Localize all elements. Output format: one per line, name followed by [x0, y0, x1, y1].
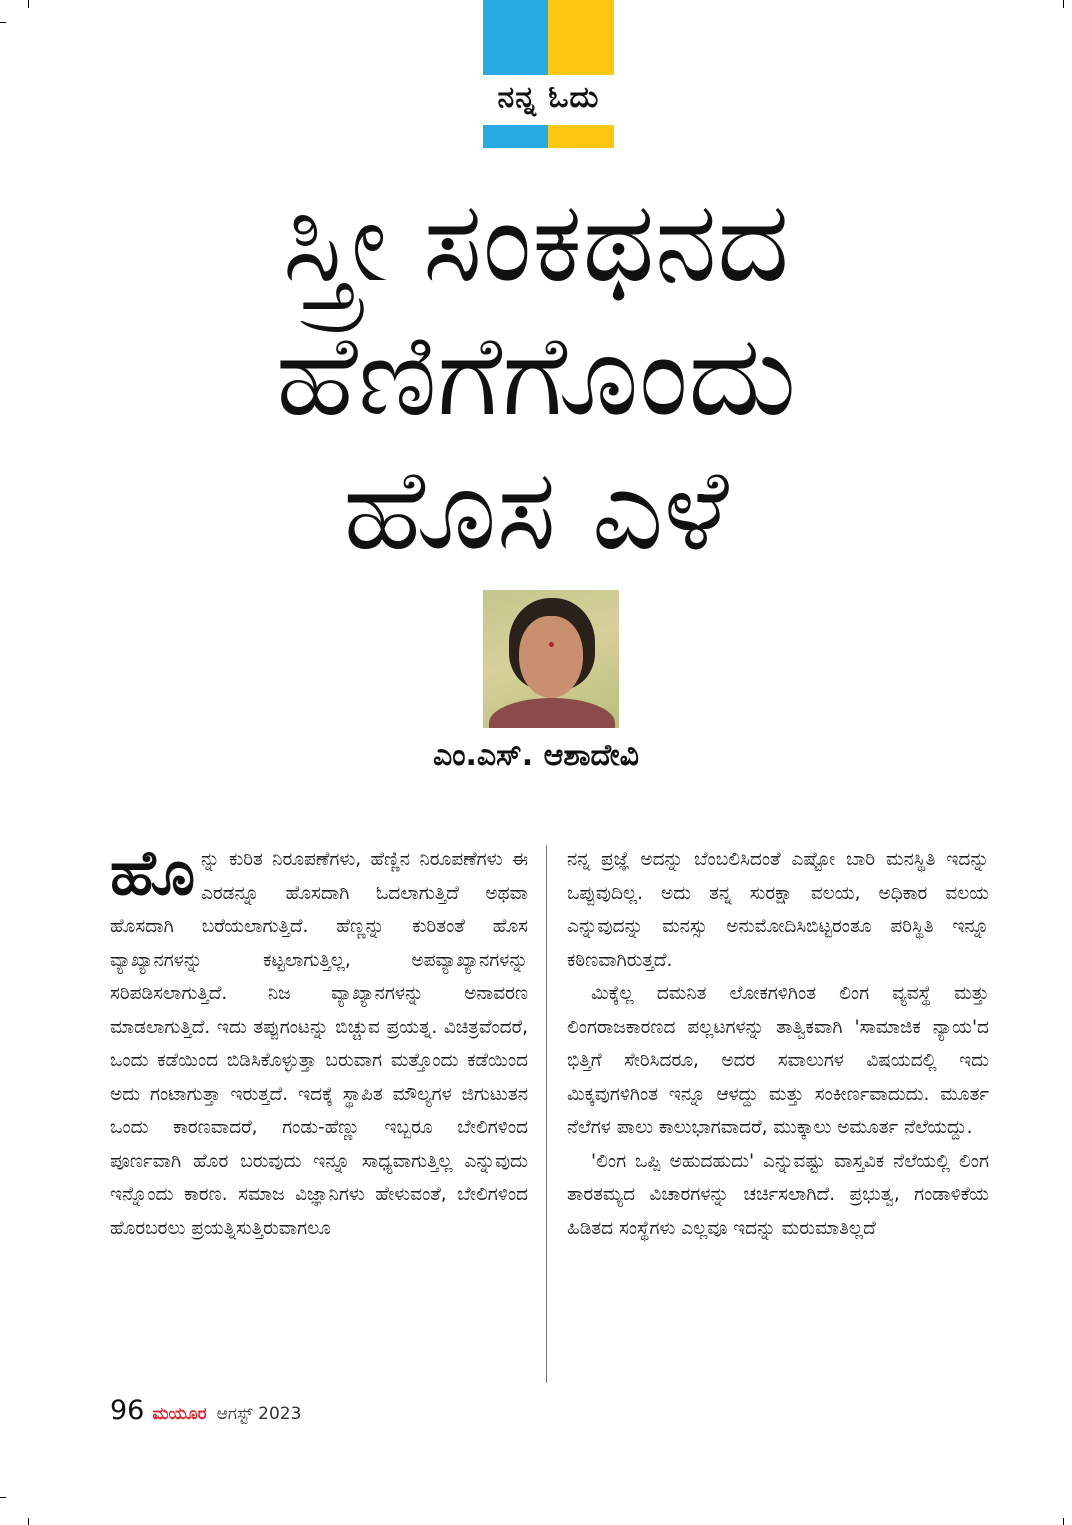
badge-yellow-block	[548, 0, 614, 148]
article-paragraph	[110, 836, 528, 1245]
page-number: 96	[110, 1395, 145, 1426]
article-paragraph: 'ಲಿಂಗ ಒಪ್ಪಿ ಅಹುದಹುದು' ಎನ್ನುವಷ್ಟು ವಾಸ್ತವಿಕ ನೆಲೆಯಲ್ಲಿ ಲಿಂಗ ತಾರತಮ್ಯದ ವಿಚಾರಗಳನ್ನು ಚರ್ಚಿಸಲಾಗಿದೆ. ಪ್ರಭುತ್ವ, ಗಂಡಾಳಿಕೆಯ ಹಿಡಿತದ ಸಂಸ್ಥೆಗಳು ಎಲ್ಲವೂ ಇದನ್ನು ಮರುಮಾತಿಲ್ಲದೆ	[567, 1150, 989, 1239]
headline-line: ಹೆಣಿಗೆಗೊಂದು	[275, 311, 797, 441]
headline-line: ಸ್ತ್ರೀ ಸಂಕಥನದ	[282, 177, 790, 307]
crop-mark	[28, 0, 29, 8]
author-photo	[483, 590, 619, 728]
column-divider	[546, 845, 547, 1383]
article-paragraph: ನನ್ನ ಪ್ರಜ್ಞೆ ಅದನ್ನು ಬೆಂಬಲಿಸಿದಂತೆ ಎಷ್ಟೋ ಬಾರಿ ಮನಸ್ಥಿತಿ ಇದನ್ನು ಒಪ್ಪುವುದಿಲ್ಲ. ಅದು ತನ್ನ ಸುರಕ್ಷಾ ವಲಯ, ಅಧಿಕಾರ ವಲಯ ಎನ್ನುವುದನ್ನು ಮನಸ್ಸು ಅನುಮೋದಿಸಿಬಿಟ್ಟರಂತೂ ಪರಿಸ್ಥಿತಿ ಇನ್ನೂ ಕಠಿಣವಾಗಿರುತ್ತದೆ.	[567, 849, 989, 971]
crop-mark	[1063, 0, 1064, 8]
badge-blue-block	[483, 0, 548, 148]
article-paragraph: ಮಿಕ್ಕೆಲ್ಲ ದಮನಿತ ಲೋಕಗಳಿಗಿಂತ ಲಿಂಗ ವ್ಯವಸ್ಥೆ ಮತ್ತು ಲಿಂಗರಾಜಕಾರಣದ ಪಲ್ಲಟಗಳನ್ನು ತಾತ್ವಿಕವಾಗಿ 'ಸಾಮಾಜಿಕ ನ್ಯಾಯ'ದ ಭಿತ್ತಿಗೆ ಸೇರಿಸಿದರೂ, ಅದರ ಸವಾಲುಗಳ ವಿಷಯದಲ್ಲಿ ಇದು ಮಿಕ್ಕವುಗಳಿಗಿಂತ ಇನ್ನೂ ಆಳದ್ದು ಮತ್ತು ಸಂಕೀರ್ಣವಾದುದು. ಮೂರ್ತ ನೆಲೆಗಳ ಪಾಲು ಕಾಲುಭಾಗವಾದರೆ, ಮುಕ್ಕಾಲು ಅಮೂರ್ತ ನೆಲೆಯದ್ದು.	[567, 983, 989, 1138]
headline-line: ಹೊಸ ಎಳೆ	[343, 445, 729, 575]
crop-mark	[28, 1518, 29, 1525]
article-paragraph-text: ನ್ನು ಕುರಿತ ನಿರೂಪಣೆಗಳು, ಹೆಣ್ಣಿನ ನಿರೂಪಣೆಗಳು ಈ ಎರಡನ್ನೂ ಹೊಸದಾಗಿ ಓದಲಾಗುತ್ತಿದೆ ಅಥವಾ ಹೊಸದಾಗಿ ಬರೆಯಲಾಗುತ್ತಿದೆ. ಹೆಣ್ಣನ್ನು ಕುರಿತಂತೆ ಹೊಸ ವ್ಯಾಖ್ಯಾನಗಳನ್ನು ಕಟ್ಟಲಾಗುತ್ತಿಲ್ಲ, ಅಪವ್ಯಾಖ್ಯಾನಗಳನ್ನು ಸರಿಪಡಿಸಲಾಗುತ್ತಿದೆ. ನಿಜ ವ್ಯಾಖ್ಯಾನಗಳನ್ನು ಅನಾವರಣ ಮಾಡಲಾಗುತ್ತಿದೆ. ಇದು ತಪ್ಪುಗಂಟನ್ನು ಬಿಚ್ಚುವ ಪ್ರಯತ್ನ. ವಿಚಿತ್ರವೆಂದರೆ, ಒಂದು ಕಡೆಯಿಂದ ಬಿಡಿಸಿಕೊಳ್ಳುತ್ತಾ ಬರುವಾಗ ಮತ್ತೊಂದು ಕಡೆಯಿಂದ ಅದು ಗಂಟಾಗುತ್ತಾ ಇರುತ್ತದೆ. ಇದಕ್ಕೆ ಸ್ಥಾಪಿತ ಮೌಲ್ಯಗಳ ಜಿಗುಟುತನ ಒಂದು ಕಾರಣವಾದರೆ, ಗಂಡು-ಹೆಣ್ಣು ಇಬ್ಬರೂ ಬೇಲಿಗಳಿಂದ ಪೂರ್ಣವಾಗಿ ಹೊರ ಬರುವುದು ಇನ್ನೂ ಸಾಧ್ಯವಾಗುತ್ತಿಲ್ಲ ಎನ್ನುವುದು ಇನ್ನೊಂದು ಕಾರಣ. ಸಮಾಜ ವಿಜ್ಞಾನಿಗಳು ಹೇಳುವಂತೆ, ಬೇಲಿಗಳಿಂದ ಹೊರಬರಲು ಪ್ರಯತ್ನಿಸುತ್ತಿರುವಾಗಲೂ	[110, 849, 528, 1239]
author-name: ಎಂ.ಎಸ್. ಆಶಾದೇವಿ	[432, 738, 640, 773]
issue-date: ಆಗಸ್ಟ್ 2023	[216, 1404, 302, 1424]
section-badge	[483, 0, 614, 148]
crop-mark	[1063, 1518, 1064, 1525]
page-footer	[110, 1395, 301, 1429]
crop-mark	[0, 1497, 6, 1498]
drop-cap: ಹೊ	[110, 836, 196, 909]
section-label: ನನ್ನ ಓದು	[497, 80, 600, 115]
magazine-logo: ಮಯೂರ	[152, 1404, 207, 1424]
article-headline	[0, 175, 1072, 577]
crop-mark	[0, 22, 6, 23]
article-column-right	[567, 843, 989, 1245]
article-column-left	[110, 836, 528, 1245]
